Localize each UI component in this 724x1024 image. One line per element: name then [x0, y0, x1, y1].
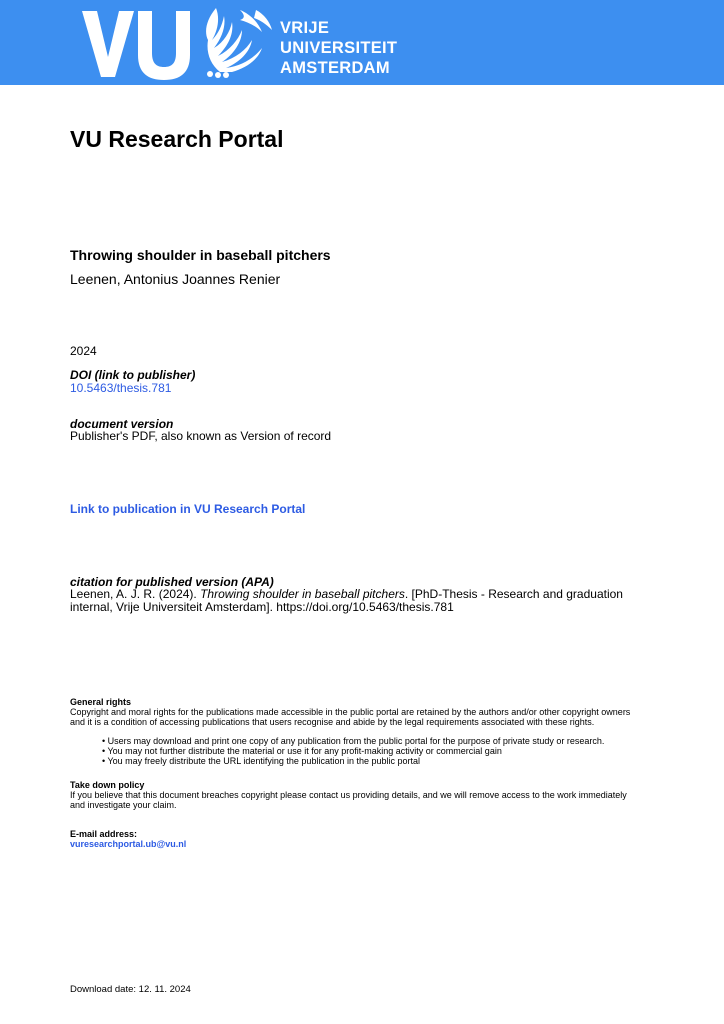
- document-version-label: document version: [70, 417, 174, 431]
- email-heading: E-mail address:: [70, 829, 138, 839]
- portal-publication-link[interactable]: Link to publication in VU Research Portal: [70, 502, 306, 516]
- citation-label: citation for published version (APA): [70, 575, 274, 589]
- university-name: [280, 18, 397, 78]
- general-rights-text-1: Copyright and moral rights for the publications made accessible in the public portal are retained by the authors and/or other copyright owners: [70, 707, 631, 717]
- logo-line-3: AMSTERDAM: [280, 59, 390, 77]
- page-title: VU Research Portal: [70, 126, 284, 152]
- citation-suffix: . [PhD-Thesis - Research and graduation: [404, 587, 623, 601]
- citation-prefix: Leenen, A. J. R. (2024).: [70, 587, 201, 601]
- vu-logo-letters: [80, 7, 190, 81]
- take-down-heading: Take down policy: [70, 780, 145, 790]
- publication-author: Leenen, Antonius Joannes Renier: [70, 271, 281, 287]
- rights-bullet: • Users may download and print one copy of any publication from the public portal for the purpose of private study or research.: [102, 736, 605, 746]
- general-rights-heading: General rights: [70, 697, 132, 707]
- header-banner: [0, 0, 724, 85]
- doi-link[interactable]: 10.5463/thesis.781: [70, 381, 172, 395]
- document-version-value: Publisher's PDF, also known as Version of record: [70, 429, 332, 443]
- general-rights-text-2: and it is a condition of accessing publications that users recognise and abide by the legal requirements associated with these rights.: [70, 717, 595, 727]
- citation-line-2: internal, Vrije Universiteit Amsterdam]. https://doi.org/10.5463/thesis.781: [70, 600, 454, 614]
- download-date: Download date: 12. 11. 2024: [70, 984, 191, 995]
- logo-line-1: VRIJE: [280, 19, 330, 37]
- rights-bullet: • You may not further distribute the material or use it for any profit-making activity or commercial gain: [102, 746, 502, 756]
- citation-line-1: [70, 587, 623, 601]
- doi-label: DOI (link to publisher): [70, 368, 196, 382]
- publication-year: 2024: [70, 344, 97, 358]
- publication-title: Throwing shoulder in baseball pitchers: [70, 247, 331, 263]
- take-down-text-1: If you believe that this document breaches copyright please contact us providing details, and we will remove access to the work immediately: [70, 790, 627, 800]
- email-link[interactable]: vuresearchportal.ub@vu.nl: [70, 839, 187, 849]
- logo-line-2: UNIVERSITEIT: [280, 39, 398, 57]
- rights-bullet: • You may freely distribute the URL identifying the publication in the public portal: [102, 756, 421, 766]
- griffin-emblem-icon: [196, 4, 274, 80]
- take-down-text-2: and investigate your claim.: [70, 800, 177, 810]
- citation-title: Throwing shoulder in baseball pitchers: [200, 587, 405, 601]
